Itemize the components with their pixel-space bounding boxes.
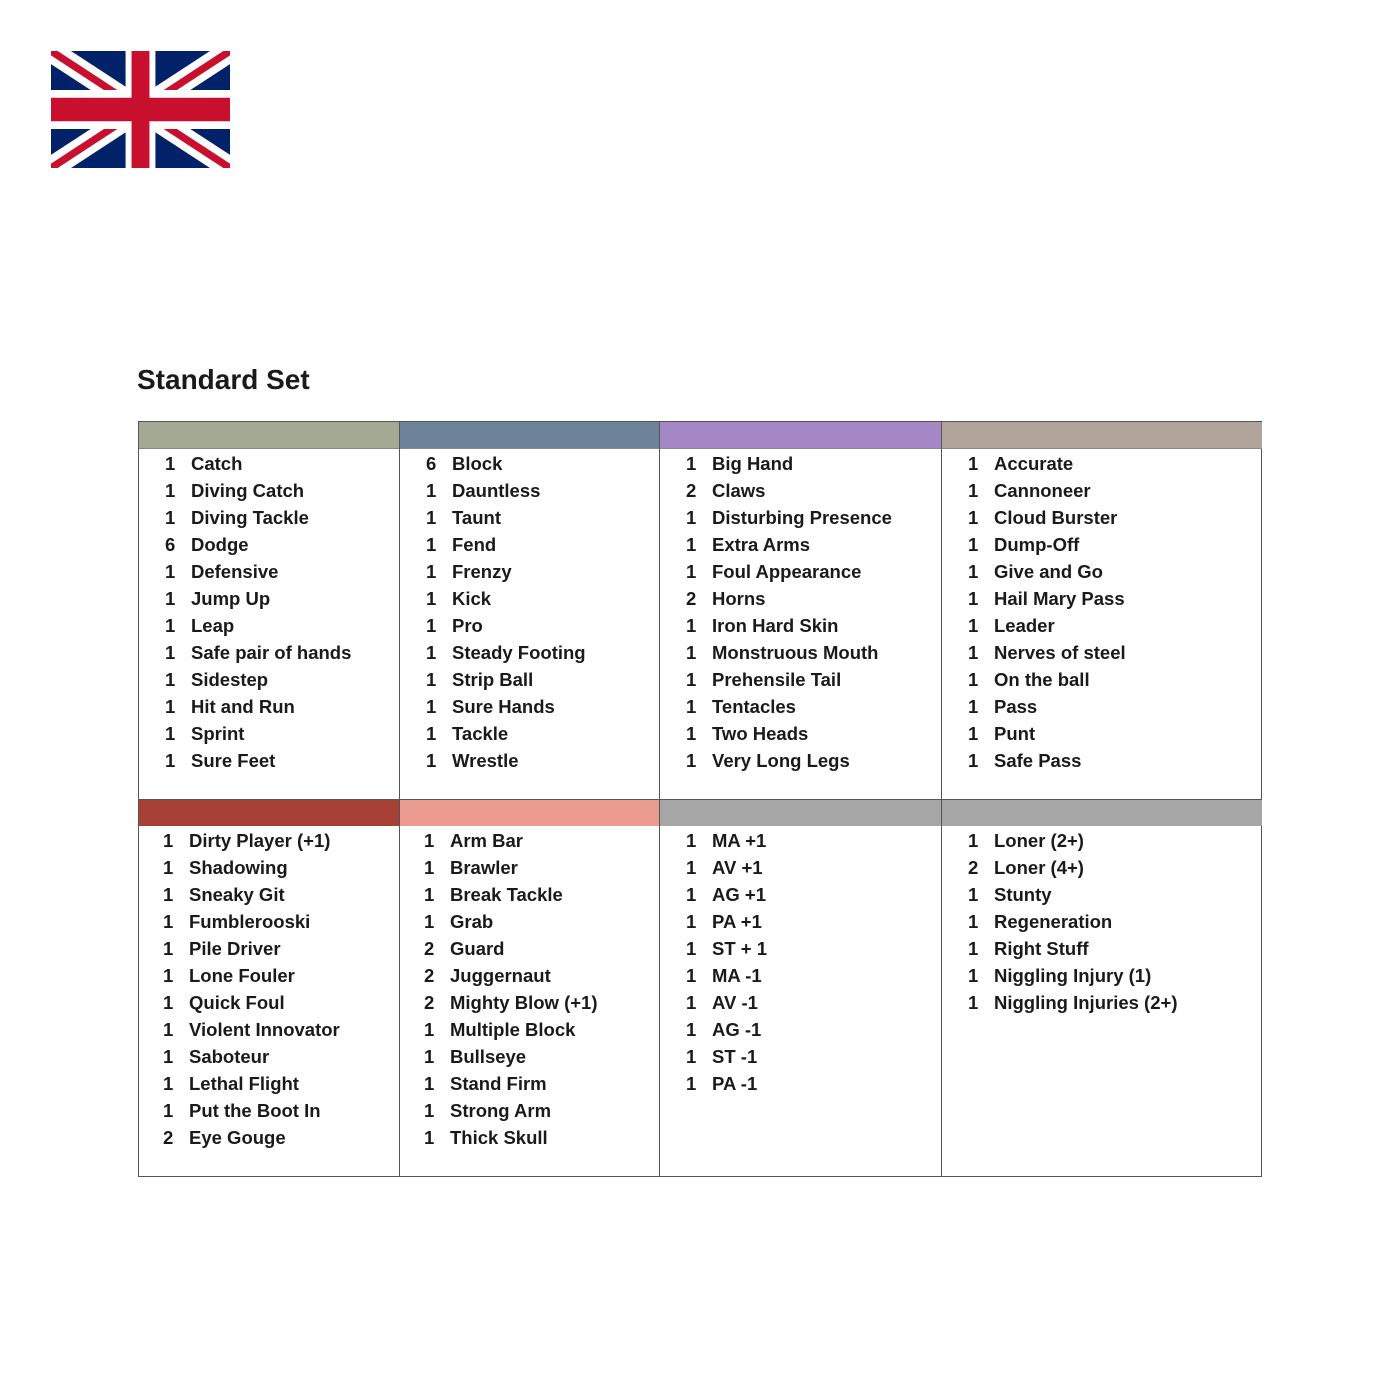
skill-name: Stand Firm — [450, 1073, 547, 1094]
category-color-band — [400, 800, 659, 826]
skill-item — [968, 854, 1262, 881]
skill-name: Grab — [450, 911, 494, 932]
skill-count: 1 — [968, 911, 979, 932]
skill-name: Arm Bar — [450, 830, 523, 851]
skill-count: 1 — [424, 830, 435, 851]
skill-item — [424, 1070, 659, 1097]
skill-count: 1 — [424, 911, 435, 932]
skill-name: Niggling Injuries (2+) — [994, 992, 1178, 1013]
skill-item — [686, 450, 941, 477]
skill-item — [426, 720, 659, 747]
skill-count: 1 — [686, 911, 697, 932]
skill-count: 1 — [165, 561, 176, 582]
skill-name: Frenzy — [452, 561, 512, 582]
skill-item — [686, 1070, 941, 1097]
skills-grid — [138, 421, 1262, 1177]
skill-list — [139, 826, 399, 1151]
skill-name: Sprint — [191, 723, 245, 744]
skill-count: 1 — [686, 453, 697, 474]
skill-count: 1 — [968, 830, 979, 851]
skill-name: Pile Driver — [189, 938, 281, 959]
skill-count: 1 — [968, 696, 979, 717]
skill-count: 2 — [686, 480, 697, 501]
skill-item — [686, 827, 941, 854]
skill-count: 1 — [165, 750, 176, 771]
skill-name: Tackle — [452, 723, 509, 744]
skill-name: Lone Fouler — [189, 965, 295, 986]
skill-count: 1 — [686, 992, 697, 1013]
skill-name: Eye Gouge — [189, 1127, 286, 1148]
skill-name: Disturbing Presence — [712, 507, 892, 528]
skill-item — [686, 666, 941, 693]
skill-name: Brawler — [450, 857, 518, 878]
skill-list — [660, 826, 941, 1097]
skill-item — [686, 881, 941, 908]
skill-count: 1 — [426, 750, 437, 771]
skill-item — [686, 504, 941, 531]
skill-name: PA -1 — [712, 1073, 758, 1094]
skill-list — [942, 449, 1262, 774]
skill-name: Strip Ball — [452, 669, 534, 690]
skill-name: Lethal Flight — [189, 1073, 299, 1094]
skill-count: 1 — [163, 830, 174, 851]
skill-category-1 — [139, 422, 399, 799]
skill-name: Claws — [712, 480, 766, 501]
skill-count: 1 — [968, 669, 979, 690]
skill-count: 1 — [426, 561, 437, 582]
skill-count: 1 — [686, 642, 697, 663]
skill-item — [686, 558, 941, 585]
skill-name: ST + 1 — [712, 938, 768, 959]
skill-item — [968, 827, 1262, 854]
skill-count: 2 — [968, 857, 979, 878]
skill-name: MA +1 — [712, 830, 767, 851]
skill-name: Iron Hard Skin — [712, 615, 839, 636]
skill-count: 1 — [686, 669, 697, 690]
skill-name: On the ball — [994, 669, 1090, 690]
skill-category-7 — [659, 799, 941, 1177]
skill-count: 1 — [686, 1019, 697, 1040]
skill-category-3 — [659, 422, 941, 799]
skill-count: 1 — [968, 534, 979, 555]
category-color-band — [660, 800, 941, 826]
skill-name: Diving Catch — [191, 480, 305, 501]
skill-item — [165, 747, 399, 774]
skill-count: 1 — [165, 723, 176, 744]
skill-count: 1 — [165, 507, 176, 528]
skill-name: Break Tackle — [450, 884, 563, 905]
skill-name: Catch — [191, 453, 243, 474]
skill-item — [163, 935, 399, 962]
skill-count: 1 — [686, 857, 697, 878]
skill-name: MA -1 — [712, 965, 762, 986]
category-color-band — [660, 422, 941, 449]
skill-list — [139, 449, 399, 774]
skill-item — [426, 531, 659, 558]
skill-count: 1 — [165, 588, 176, 609]
skill-list — [660, 449, 941, 774]
skill-item — [163, 827, 399, 854]
skill-item — [968, 612, 1262, 639]
skill-item — [165, 693, 399, 720]
skill-count: 1 — [424, 1046, 435, 1067]
skill-name: Bullseye — [450, 1046, 527, 1067]
skill-name: Stunty — [994, 884, 1052, 905]
skill-count: 1 — [686, 615, 697, 636]
skill-item — [968, 935, 1262, 962]
skill-count: 1 — [686, 965, 697, 986]
skill-item — [968, 881, 1262, 908]
skill-name: Kick — [452, 588, 492, 609]
skill-count: 2 — [424, 938, 435, 959]
skill-count: 1 — [165, 642, 176, 663]
skill-item — [165, 558, 399, 585]
skill-count: 1 — [686, 534, 697, 555]
skill-name: AV +1 — [712, 857, 763, 878]
skill-name: Wrestle — [452, 750, 519, 771]
skill-count: 1 — [686, 723, 697, 744]
skill-name: Loner (4+) — [994, 857, 1084, 878]
skill-name: Fend — [452, 534, 497, 555]
skill-count: 1 — [968, 884, 979, 905]
skill-count: 1 — [163, 1100, 174, 1121]
skill-item — [686, 854, 941, 881]
skill-item — [968, 639, 1262, 666]
skill-item — [686, 612, 941, 639]
skill-item — [686, 962, 941, 989]
skill-name: Monstruous Mouth — [712, 642, 879, 663]
skill-count: 1 — [686, 938, 697, 959]
skill-name: Leader — [994, 615, 1055, 636]
skill-name: Taunt — [452, 507, 501, 528]
skill-item — [424, 881, 659, 908]
category-color-band — [139, 800, 399, 826]
skill-item — [968, 450, 1262, 477]
skill-item — [968, 666, 1262, 693]
page-title: Standard Set — [137, 364, 310, 395]
skill-name: Hail Mary Pass — [994, 588, 1125, 609]
skill-count: 1 — [426, 669, 437, 690]
skill-name: PA +1 — [712, 911, 762, 932]
skill-name: Extra Arms — [712, 534, 811, 555]
skill-item — [686, 720, 941, 747]
skill-count: 1 — [163, 965, 174, 986]
skill-name: Punt — [994, 723, 1036, 744]
skill-name: Niggling Injury (1) — [994, 965, 1152, 986]
skill-name: Safe pair of hands — [191, 642, 352, 663]
skill-item — [165, 666, 399, 693]
skill-item — [968, 747, 1262, 774]
skill-count: 1 — [163, 992, 174, 1013]
skill-item — [424, 935, 659, 962]
skill-item — [968, 693, 1262, 720]
skill-count: 1 — [165, 696, 176, 717]
skill-count: 1 — [968, 723, 979, 744]
skill-count: 1 — [968, 561, 979, 582]
skill-item — [426, 477, 659, 504]
skill-item — [163, 1070, 399, 1097]
skill-item — [165, 585, 399, 612]
skill-item — [163, 1043, 399, 1070]
skill-item — [968, 558, 1262, 585]
skill-item — [165, 450, 399, 477]
skill-count: 1 — [686, 884, 697, 905]
skill-list — [400, 449, 659, 774]
skill-item — [163, 1124, 399, 1151]
skill-item — [686, 908, 941, 935]
skill-count: 1 — [165, 615, 176, 636]
skill-count: 1 — [424, 857, 435, 878]
skill-count: 1 — [686, 561, 697, 582]
skill-name: Regeneration — [994, 911, 1113, 932]
skill-item — [424, 1043, 659, 1070]
skill-item — [968, 989, 1262, 1016]
skill-item — [163, 854, 399, 881]
skill-item — [426, 666, 659, 693]
skill-item — [165, 477, 399, 504]
skill-category-6 — [399, 799, 659, 1177]
skill-name: Sneaky Git — [189, 884, 285, 905]
skill-count: 1 — [968, 615, 979, 636]
skill-name: Diving Tackle — [191, 507, 309, 528]
skill-name: Sure Hands — [452, 696, 555, 717]
skill-count: 1 — [424, 884, 435, 905]
skill-category-4 — [941, 422, 1262, 799]
skill-item — [426, 639, 659, 666]
skill-count: 1 — [686, 830, 697, 851]
skill-count: 1 — [426, 642, 437, 663]
skill-name: AG -1 — [712, 1019, 762, 1040]
skill-item — [426, 558, 659, 585]
skill-item — [968, 720, 1262, 747]
skill-item — [424, 1124, 659, 1151]
skill-count: 2 — [424, 992, 435, 1013]
skill-name: Put the Boot In — [189, 1100, 321, 1121]
skill-count: 1 — [163, 938, 174, 959]
skill-item — [165, 504, 399, 531]
skill-count: 2 — [163, 1127, 174, 1148]
skill-name: Nerves of steel — [994, 642, 1126, 663]
skill-item — [426, 612, 659, 639]
category-color-band — [400, 422, 659, 449]
skill-count: 1 — [163, 911, 174, 932]
skill-count: 1 — [163, 1073, 174, 1094]
skill-name: Hit and Run — [191, 696, 295, 717]
skill-name: Sidestep — [191, 669, 269, 690]
skill-count: 1 — [165, 480, 176, 501]
category-color-band — [942, 800, 1262, 826]
skill-name: Foul Appearance — [712, 561, 862, 582]
skill-name: Dirty Player (+1) — [189, 830, 331, 851]
skill-name: Right Stuff — [994, 938, 1089, 959]
skill-item — [424, 854, 659, 881]
skill-item — [968, 477, 1262, 504]
skill-count: 1 — [968, 750, 979, 771]
skill-count: 1 — [426, 723, 437, 744]
category-color-band — [139, 422, 399, 449]
skill-count: 1 — [968, 453, 979, 474]
skill-count: 1 — [165, 669, 176, 690]
skill-item — [424, 1016, 659, 1043]
skill-name: Pro — [452, 615, 483, 636]
skill-count: 1 — [968, 588, 979, 609]
skill-name: Defensive — [191, 561, 279, 582]
skill-item — [163, 962, 399, 989]
skill-item — [426, 585, 659, 612]
skill-item — [686, 693, 941, 720]
skill-item — [426, 504, 659, 531]
skill-count: 1 — [163, 884, 174, 905]
skill-count: 2 — [424, 965, 435, 986]
skill-item — [165, 720, 399, 747]
skill-category-8 — [941, 799, 1262, 1177]
skill-item — [686, 639, 941, 666]
skill-name: Safe Pass — [994, 750, 1082, 771]
skill-count: 1 — [968, 642, 979, 663]
skill-item — [424, 989, 659, 1016]
skill-count: 1 — [968, 965, 979, 986]
skill-item — [968, 531, 1262, 558]
skill-item — [165, 639, 399, 666]
skill-count: 1 — [165, 453, 176, 474]
skill-item — [426, 747, 659, 774]
skill-name: Guard — [450, 938, 505, 959]
skill-name: Steady Footing — [452, 642, 586, 663]
skill-name: Big Hand — [712, 453, 794, 474]
skill-name: Quick Foul — [189, 992, 285, 1013]
skill-count: 1 — [686, 696, 697, 717]
skill-item — [424, 1097, 659, 1124]
skill-item — [968, 504, 1262, 531]
skill-category-5 — [139, 799, 399, 1177]
skill-name: Dodge — [191, 534, 249, 555]
skill-item — [426, 693, 659, 720]
skill-item — [686, 585, 941, 612]
category-color-band — [942, 422, 1262, 449]
skill-name: Block — [452, 453, 503, 474]
union-jack-flag-icon — [51, 51, 230, 168]
skill-item — [686, 477, 941, 504]
skill-count: 6 — [426, 453, 437, 474]
skill-name: Shadowing — [189, 857, 288, 878]
skill-item — [686, 935, 941, 962]
skill-item — [424, 962, 659, 989]
skill-item — [968, 585, 1262, 612]
skill-name: Leap — [191, 615, 235, 636]
skill-name: Pass — [994, 696, 1038, 717]
skill-name: Thick Skull — [450, 1127, 548, 1148]
skill-count: 1 — [426, 696, 437, 717]
skill-item — [686, 747, 941, 774]
skill-count: 1 — [686, 750, 697, 771]
skill-name: Dump-Off — [994, 534, 1080, 555]
skill-name: Accurate — [994, 453, 1074, 474]
skill-name: Cannoneer — [994, 480, 1091, 501]
skill-item — [163, 1097, 399, 1124]
skill-item — [686, 531, 941, 558]
skill-name: AV -1 — [712, 992, 758, 1013]
skill-count: 1 — [163, 1046, 174, 1067]
skill-count: 1 — [424, 1073, 435, 1094]
skill-item — [424, 908, 659, 935]
skill-item — [424, 827, 659, 854]
skill-count: 2 — [686, 588, 697, 609]
skill-count: 1 — [426, 480, 437, 501]
skill-name: Prehensile Tail — [712, 669, 842, 690]
skill-count: 1 — [424, 1127, 435, 1148]
skill-name: Give and Go — [994, 561, 1103, 582]
skill-item — [163, 989, 399, 1016]
skill-list — [942, 826, 1262, 1016]
skill-item — [165, 612, 399, 639]
skill-name: Juggernaut — [450, 965, 551, 986]
skill-count: 1 — [968, 992, 979, 1013]
skill-count: 1 — [424, 1019, 435, 1040]
skill-name: Dauntless — [452, 480, 541, 501]
skill-count: 1 — [426, 507, 437, 528]
skill-count: 1 — [426, 615, 437, 636]
skill-item — [165, 531, 399, 558]
skill-name: Tentacles — [712, 696, 796, 717]
skill-name: Jump Up — [191, 588, 271, 609]
skill-name: Cloud Burster — [994, 507, 1118, 528]
skill-category-2 — [399, 422, 659, 799]
skill-name: Saboteur — [189, 1046, 270, 1067]
skill-item — [686, 989, 941, 1016]
skill-item — [686, 1016, 941, 1043]
skill-count: 1 — [686, 507, 697, 528]
skill-count: 1 — [426, 534, 437, 555]
skill-name: AG +1 — [712, 884, 766, 905]
skill-name: Mighty Blow (+1) — [450, 992, 598, 1013]
skill-name: Strong Arm — [450, 1100, 552, 1121]
skill-count: 1 — [968, 507, 979, 528]
skill-name: Very Long Legs — [712, 750, 850, 771]
skill-name: Sure Feet — [191, 750, 276, 771]
skill-count: 6 — [165, 534, 176, 555]
skill-name: Fumblerooski — [189, 911, 311, 932]
skill-item — [163, 1016, 399, 1043]
skill-name: Violent Innovator — [189, 1019, 340, 1040]
skill-count: 1 — [686, 1073, 697, 1094]
skill-item — [426, 450, 659, 477]
skill-name: Two Heads — [712, 723, 809, 744]
skill-item — [163, 908, 399, 935]
skill-name: Multiple Block — [450, 1019, 576, 1040]
skill-item — [686, 1043, 941, 1070]
skill-count: 1 — [163, 1019, 174, 1040]
skill-item — [163, 881, 399, 908]
skill-count: 1 — [426, 588, 437, 609]
skill-count: 1 — [968, 938, 979, 959]
skill-name: Loner (2+) — [994, 830, 1084, 851]
skill-count: 1 — [424, 1100, 435, 1121]
skill-item — [968, 908, 1262, 935]
skill-count: 1 — [968, 480, 979, 501]
skill-count: 1 — [686, 1046, 697, 1067]
skill-name: ST -1 — [712, 1046, 758, 1067]
skill-count: 1 — [163, 857, 174, 878]
skill-name: Horns — [712, 588, 766, 609]
skill-item — [968, 962, 1262, 989]
skill-list — [400, 826, 659, 1151]
